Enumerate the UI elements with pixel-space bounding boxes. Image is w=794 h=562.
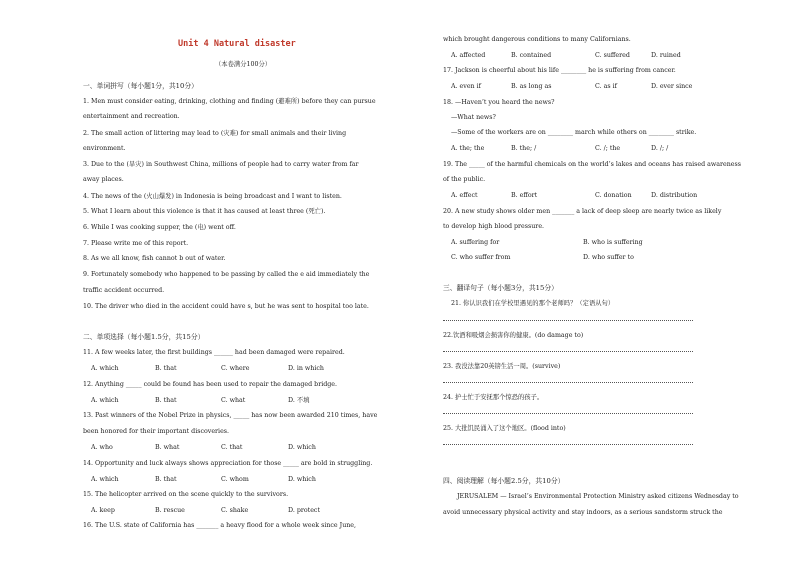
q23-text: 23. 我没法靠20英镑生活一周。(survive) xyxy=(443,363,561,370)
q15-option-b: B. rescue xyxy=(155,507,185,514)
q22-text: 22.饮酒和吸烟会损害你的健康。(do damage to) xyxy=(443,332,584,339)
q16-option-c: C. suffered xyxy=(595,52,630,59)
q13-option-d: D. which xyxy=(288,444,316,451)
q24-text: 24. 护士忙于安抚那个惊恐的孩子。 xyxy=(443,394,544,401)
q9-line1: 9. Fortunately somebody who happened to be passing by called the e aid immediately the xyxy=(83,271,370,278)
page-title: Unit 4 Natural disaster xyxy=(178,39,296,49)
q9-line2: traffic accident occurred. xyxy=(83,287,165,294)
q13-stem-line1: 13. Past winners of the Nobel Prize in physics, _____ has now been awarded 210 times, have xyxy=(83,412,378,419)
q19-stem-line2: of the public. xyxy=(443,176,486,183)
q14-option-d: D. which xyxy=(288,476,316,483)
q15-stem: 15. The helicopter arrived on the scene quickly to the survivors. xyxy=(83,491,289,498)
q19-option-a: A. effect xyxy=(451,192,478,199)
q7-line: 7. Please write me of this report. xyxy=(83,240,189,247)
q8-line: 8. As we all know, fish cannot b out of water. xyxy=(83,255,226,262)
answer-line-21 xyxy=(443,320,693,321)
q25-text: 25. 大批饥民涌入了这个地区。(flood into) xyxy=(443,425,566,432)
answer-line-24 xyxy=(443,413,693,414)
q3-line1: 3. Due to the (旱灾) in Southwest China, millions of people had to carry water from far xyxy=(83,161,359,168)
q11-option-a: A. which xyxy=(91,365,119,372)
passage-line-1: JERUSALEM — Israel’s Environmental Protection Ministry asked citizens Wednesday to xyxy=(457,493,739,500)
q19-option-c: C. donation xyxy=(595,192,632,199)
q16-stem-line2: which brought dangerous conditions to many Californians. xyxy=(443,36,631,43)
q14-option-b: B. that xyxy=(155,476,177,483)
q18-stem-line1: 18. —Haven’t you heard the news? xyxy=(443,99,555,106)
q12-stem: 12. Anything _____ could be found has been used to repair the damaged bridge. xyxy=(83,381,338,388)
q20-stem-line2: to develop high blood pressure. xyxy=(443,223,545,230)
q17-option-a: A. even if xyxy=(451,83,481,90)
q12-option-b: B. that xyxy=(155,397,177,404)
q13-option-b: B. what xyxy=(155,444,180,451)
section4-heading: 四、阅读理解（每小题2.5分，共10分） xyxy=(443,477,565,485)
score-note: （本卷满分100分） xyxy=(215,61,272,68)
q19-option-d: D. distribution xyxy=(651,192,698,199)
q18-option-a: A. the; the xyxy=(451,145,485,152)
q14-option-c: C. whom xyxy=(221,476,249,483)
q5-line: 5. What I learn about this violence is that it has caused at least three (死亡). xyxy=(83,208,326,215)
q16-option-d: D. ruined xyxy=(651,52,681,59)
q13-stem-line2: been honored for their important discoveries. xyxy=(83,428,230,435)
q11-option-c: C. where xyxy=(221,365,250,372)
q2-line1: 2. The small action of littering may lead to (灾难) for small animals and their living xyxy=(83,130,347,137)
section2-heading: 二、单项选择（每小题1.5分，共15分） xyxy=(83,333,205,341)
q12-option-a: A. which xyxy=(91,397,119,404)
q18-stem-line2: —What news? xyxy=(451,114,496,121)
q15-option-a: A. keep xyxy=(91,507,115,514)
q16-option-b: B. contained xyxy=(511,52,552,59)
q20-option-d: D. who suffer to xyxy=(583,254,634,261)
q17-option-d: D. ever since xyxy=(651,83,693,90)
q20-stem-line1: 20. A new study shows older men _______ a lack of deep sleep are nearly twice as likely xyxy=(443,208,722,215)
q20-option-a: A. suffering for xyxy=(451,239,500,246)
q20-option-b: B. who is suffering xyxy=(583,239,643,246)
section3-heading: 三、翻译句子（每小题3分，共15分） xyxy=(443,284,558,292)
q18-option-d: D. /; / xyxy=(651,145,669,152)
q21-text: 21. 你认识我们在学校里遇见的那个老师吗？（定语从句） xyxy=(451,300,615,307)
q14-stem: 14. Opportunity and luck always shows appreciation for those _____ are bold in struggling. xyxy=(83,460,373,467)
q17-stem: 17. Jackson is cheerful about his life ________ he is suffering from cancer. xyxy=(443,67,676,74)
q18-option-c: C. /; the xyxy=(595,145,621,152)
q10-line: 10. The driver who died in the accident could have s, but he was sent to hospital too late. xyxy=(83,303,369,310)
q18-option-b: B. the; / xyxy=(511,145,537,152)
q15-option-d: D. protect xyxy=(288,507,320,514)
q2-line2: environment. xyxy=(83,145,126,152)
q17-option-b: B. as long as xyxy=(511,83,552,90)
q6-line: 6. While I was cooking supper, the (电) went off. xyxy=(83,224,236,231)
q17-option-c: C. as if xyxy=(595,83,617,90)
q19-option-b: B. effort xyxy=(511,192,538,199)
q18-stem-line3: —Some of the workers are on ________ march while others on ________ strike. xyxy=(451,129,697,136)
q12-option-d: D. 不填 xyxy=(288,397,310,404)
q14-option-a: A. which xyxy=(91,476,119,483)
q11-option-d: D. in which xyxy=(288,365,324,372)
answer-line-22 xyxy=(443,351,693,352)
q16-stem-line1: 16. The U.S. state of California has _______ a heavy flood for a whole week since June, xyxy=(83,522,357,529)
q4-line: 4. The news of the (火山爆发) in Indonesia is being broadcast and I want to listen. xyxy=(83,193,342,200)
q16-option-a: A. affected xyxy=(451,52,486,59)
q3-line2: away places. xyxy=(83,176,124,183)
answer-line-25 xyxy=(443,444,693,445)
q11-option-b: B. that xyxy=(155,365,177,372)
q15-option-c: C. shake xyxy=(221,507,249,514)
q20-option-c: C. who suffer from xyxy=(451,254,511,261)
answer-line-23 xyxy=(443,382,693,383)
q13-option-a: A. who xyxy=(91,444,113,451)
q1-line1: 1. Men must consider eating, drinking, clothing and finding (避难所) before they can pursue xyxy=(83,98,376,105)
q13-option-c: C. that xyxy=(221,444,243,451)
q19-stem-line1: 19. The _____ of the harmful chemicals on the world’s lakes and oceans has raised awareness xyxy=(443,161,741,168)
q11-stem: 11. A few weeks later, the first buildings ______ had been damaged were repaired. xyxy=(83,349,345,356)
passage-line-2: avoid unnecessary physical activity and stay indoors, as a serious sandstorm struck the xyxy=(443,509,723,516)
q12-option-c: C. what xyxy=(221,397,246,404)
q1-line2: entertainment and recreation. xyxy=(83,113,180,120)
section1-heading: 一、单词拼写（每小题1分，共10分） xyxy=(83,82,198,90)
